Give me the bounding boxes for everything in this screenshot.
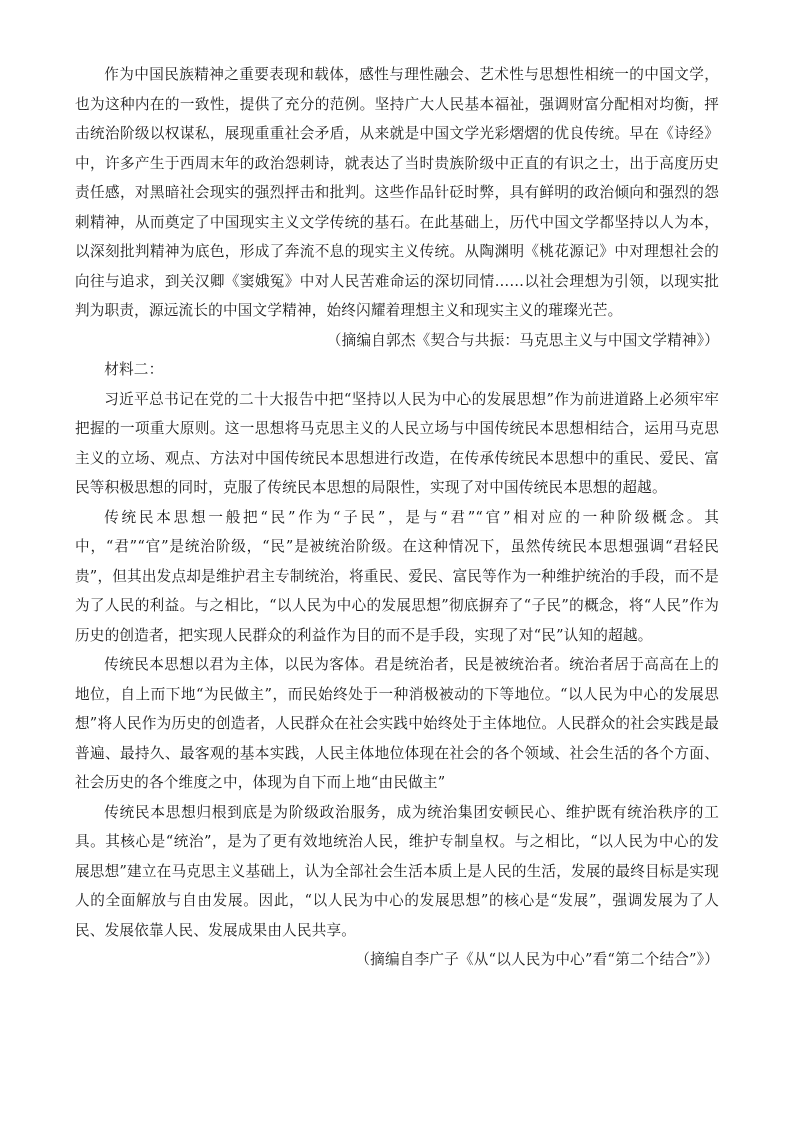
document-body [75,60,719,975]
material-two-heading: 材料二： [104,361,164,378]
material-two-paragraph-3: 传统民本思想以君为主体，以民为客体。君是统治者，民是被统治者。统治者居于高高在上的地位，自上而下地“为民做主”，而民始终处于一种消极被动的下等地位。“以人民为中心的发展思想”将人民作为历史的创造者，人民群众在社会实践中始终处于主体地位。人民群众的社会实践是最普遍、最持久、最客观的基本实践，人民主体地位体现在社会的各个领域、社会生活的各个方面、社会历史的各个维度之中，体现为自下而上地“由民做主” [75,656,719,791]
material-two-paragraph-1: 习近平总书记在党的二十大报告中把“坚持以人民为中心的发展思想”作为前进道路上必须牢牢把握的一项重大原则。这一思想将马克思主义的人民立场与中国传统民本思想相结合，运用马克思主义的立场、观点、方法对中国传统民本思想进行改造，在传承传统民本思想中的重民、爱民、富民等积极思想的同时，克服了传统民本思想的局限性，实现了对中国传统民本思想的超越。 [75,390,719,496]
material-one-paragraph: 作为中国民族精神之重要表现和载体，感性与理性融会、艺术性与思想性相统一的中国文学，也为这种内在的一致性，提供了充分的范例。坚持广大人民基本福祉，强调财富分配相对均衡，抨击统治阶级以权谋私，展现重重社会矛盾，从来就是中国文学光彩熠熠的优良传统。早在《诗经》中，许多产生于西周末年的政治怨刺诗，就表达了当时贵族阶级中正直的有识之士，出于高度历史责任感，对黑暗社会现实的强烈抨击和批判。这些作品针砭时弊，具有鲜明的政治倾向和强烈的怨刺精神，从而奠定了中国现实主义文学传统的基石。在此基础上，历代中国文学都坚持以人为本，以深刻批判精神为底色，形成了奔流不息的现实主义传统。从陶渊明《桃花源记》中对理想社会的向往与追求，到关汉卿《窦娥冤》中对人民苦难命运的深切同情……以社会理想为引领，以现实批判为职责，源远流长的中国文学精神，始终闪耀着理想主义和现实主义的璀璨光芒。 [75,66,719,319]
material-one-source: （摘编自郭杰《契合与共振：马克思主义与中国文学精神》） [326,331,719,349]
material-two-paragraph-2: 传统民本思想一般把“民”作为“子民”，是与“君”“官”相对应的一种阶级概念。其中，“君”“官”是统治阶级，“民”是被统治阶级。在这种情况下，虽然传统民本思想强调“君轻民贵”，但其出发点却是维护君主专制统治，将重民、爱民、富民等作为一种维护统治的手段，而不是为了人民的利益。与之相比，“以人民为中心的发展思想”彻底摒弃了“子民”的概念，将“人民”作为历史的创造者，把实现人民群众的利益作为目的而不是手段，实现了对“民”认知的超越。 [75,508,719,644]
material-two-source: （摘编自李广子《从“以人民为中心”看“第二个结合”》） [355,951,719,968]
material-two-paragraph-4: 传统民本思想归根到底是为阶级政治服务，成为统治集团安顿民心、维护既有统治秩序的工具。其核心是“统治”，是为了更有效地统治人民，维护专制皇权。与之相比，“以人民为中心的发展思想”建立在马克思主义基础上，认为全部社会生活本质上是人民的生活，发展的最终目标是实现人的全面解放与自由发展。因此，“以人民为中心的发展思想”的核心是“发展”，强调发展为了人民、发展依靠人民、发展成果由人民共享。 [75,803,719,939]
